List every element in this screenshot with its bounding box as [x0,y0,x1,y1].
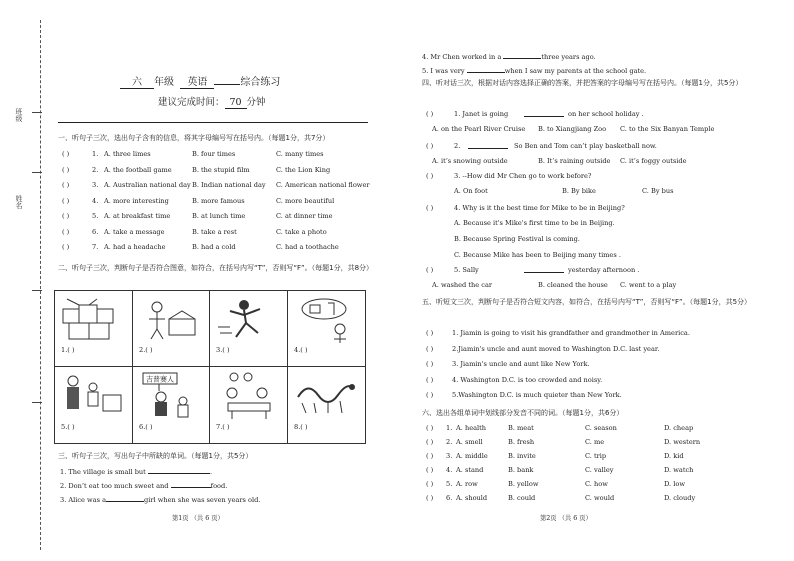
header-rule [58,122,368,123]
statement-text: 5.Washington D.C. is much quieter than New York. [452,391,622,399]
answer-bracket[interactable]: ( ) [426,375,434,384]
option-b: B. Because Spring Festival is coming. [454,235,580,243]
option-c: C. take a photo [276,227,327,236]
question-number: 4. [446,466,453,474]
s3-blank-5[interactable] [467,65,505,73]
section2-heading-line1 [58,262,374,274]
question-number: 6. [446,494,453,502]
answer-bracket[interactable]: ( ) [426,466,434,474]
picture-cell-5 [55,367,133,443]
option-c: C. to the Six Banyan Temple [620,125,715,133]
answer-bracket[interactable]: ( ) [426,329,434,337]
picture-cell-3 [210,291,288,367]
seal-dash-2 [32,402,42,403]
option-b: B. the stupid film [192,165,250,174]
section3-heading: 三、听句子三次，写出句子中所缺的单词。（每题1分，共5分） [58,452,253,460]
option-c: C. would [585,494,615,502]
answer-bracket[interactable]: ( ) [426,172,434,180]
answer-blank[interactable] [524,116,564,117]
option-a: A. On foot [454,187,488,195]
statement-text: 3. Jiamin's uncle and aunt like New York. [452,360,590,368]
option-a: A. smell [456,438,483,446]
cell-label-8: 8.( ) [294,423,308,431]
dragon-picture-icon [294,373,358,417]
option-b: B. meat [508,424,534,432]
answer-blank[interactable] [468,148,508,149]
cell-label-7: 7.( ) [216,423,230,431]
option-c: C. me [585,438,605,446]
answer-bracket[interactable]: ( ) [426,266,434,274]
subject-value: 英语 [180,73,214,89]
option-c: C. Because Mike has been to Beijing many times . [454,251,621,259]
option-b: B. yellow [508,480,539,488]
option-c: C. American national flower [276,181,370,189]
option-b: B. at lunch time [192,212,246,220]
answer-bracket[interactable]: ( ) [426,110,434,118]
s3-item-5-end: when I saw my parents at the school gate. [504,67,647,75]
s3-item-3-end: girl when she was seven years old. [144,496,261,504]
time-value: 70 [225,97,247,109]
binding-dashed-line [40,20,41,550]
option-a: A. should [456,494,488,502]
question-text-end: So Ben and Tom can’t play basketball now. [514,142,657,150]
section3-item-2 [60,480,227,490]
section6-heading: 六、选出各组单词中划线部分发音不同的词。（每题1分，共6分） [422,409,624,417]
section5-heading: 五、听短文三次，判断句子是否符合短文内容，如符合，在括号内写“T”，否则写“F”。（每题1分，共5分） [422,298,752,306]
answer-bracket[interactable]: ( ) [426,480,434,488]
option-b: B. invite [508,452,536,460]
question-number: 1. [92,150,99,158]
option-a: A. middle [456,452,488,460]
option-d: D. cheap [664,424,694,432]
section2-heading: 二、听句子三次，判断句子是否符合图意，如符合，在括号内写“T”，否则写“F”。（每题1分，共8分） [58,264,374,272]
answer-bracket[interactable]: ( ) [62,181,70,189]
page-title [120,73,280,89]
cell-label-3: 3.( ) [216,346,230,354]
s3-item-2-text: 2. Don’t eat too much sweet and [60,482,169,490]
answer-bracket[interactable]: ( ) [426,142,434,150]
question-number: 1. [446,424,453,432]
picture-cell-7 [210,367,288,443]
time-line [158,94,266,109]
option-c: C. season [585,424,617,432]
s3-blank-2[interactable] [171,480,211,488]
dinner-picture-icon [216,371,280,421]
picture-cell-2 [133,291,210,367]
cell-label-1: 1.( ) [61,346,75,354]
answer-bracket[interactable]: ( ) [62,212,70,220]
question-number: 4. [92,196,99,205]
option-a: A. more interesting [104,196,169,205]
option-a: A. on the Pearl River Cruise [432,125,526,133]
answer-bracket[interactable]: ( ) [62,196,70,205]
option-b: B. to Xiangjiang Zoo [538,125,607,133]
cell-label-2: 2.( ) [139,346,153,354]
option-c: C. how [585,480,608,488]
s3-blank-4[interactable] [503,51,541,59]
option-a: A. at breakfast time [104,212,171,220]
question-number: 2. [446,438,453,446]
picture-grid [54,290,366,444]
answer-bracket[interactable]: ( ) [426,344,434,353]
answer-blank[interactable] [524,272,564,273]
answer-bracket[interactable]: ( ) [426,391,434,399]
option-d: D. watch [664,466,694,474]
class-label: 班级 [15,108,23,122]
cell-label-6: 6.( ) [139,423,153,431]
answer-bracket[interactable]: ( ) [426,452,434,460]
option-b: B. more famous [192,196,245,205]
option-c: C. the Lion King [276,165,331,174]
question-text: 3. --How did Mr Chen go to work before? [454,172,592,180]
question-text: 4. Why is it the best time for Mike to be in Beijing? [454,204,625,212]
s3-item-1-text: 1. The village is small but [60,468,146,476]
option-a: A. three limes [104,150,151,158]
picture-cell-1 [55,291,133,367]
option-c: C. By bus [642,187,674,195]
option-b: B. four times [192,150,236,158]
s3-item-5-text: 5. I was very [422,67,465,75]
answer-bracket[interactable]: ( ) [426,204,434,212]
question-number: 5. [446,480,453,488]
option-c: C. it’s foggy outside [620,157,687,165]
s3-item-4-end: three years ago. [541,53,596,61]
option-d: D. western [664,438,701,446]
answer-bracket[interactable]: ( ) [62,227,70,236]
option-b: B. bank [508,466,534,474]
subject-blank [214,84,240,85]
picture-cell-4 [288,291,365,367]
answer-bracket[interactable]: ( ) [62,150,70,158]
s3-item-4-text: 4. Mr Chen worked in a [422,53,502,61]
statement-text: 2.Jiamin's uncle and aunt moved to Washington D.C. last year. [452,344,660,353]
question-text: 1. Janet is going [454,110,509,118]
option-a: A. take a message [104,227,165,236]
section3-item-5 [422,65,646,75]
time-label: 建议完成时间： [158,97,225,108]
section3-item-3 [60,494,260,504]
answer-bracket[interactable]: ( ) [426,424,434,432]
section3-item-1 [60,466,212,476]
option-a: A. Australian national day [104,181,191,189]
option-b: B. Indian national day [192,181,266,189]
option-b: B. had a cold [192,243,236,251]
option-a: A. it’s snowing outside [432,157,508,165]
s3-item-1-end: . [209,468,213,476]
question-number: 5. [92,212,99,220]
answer-bracket[interactable]: ( ) [62,165,70,174]
answer-bracket[interactable]: ( ) [426,360,434,368]
option-d: D. low [664,480,685,488]
seal-dash [32,290,42,291]
option-d: D. cloudy [664,494,696,502]
question-number: 6. [92,227,99,236]
option-a: A. the football game [104,165,172,174]
question-text-end: yesterday afternoon . [568,266,640,274]
section3-item-4 [422,51,596,61]
family-picture-icon [59,373,125,417]
sign-text: 吉普赛人 [146,375,174,384]
option-a: A. Because it's Mike's first time to be in Beijing. [454,219,615,227]
boxes-picture-icon [59,295,125,343]
cell-label-4: 4.( ) [294,346,308,354]
option-a: A. health [456,424,487,432]
option-c: C. at dinner time [276,212,333,220]
statement-text: 4. Washington D.C. is too crowded and noisy. [452,375,603,384]
time-unit: 分钟 [246,97,266,108]
option-d: D. kid [664,452,684,460]
option-b: B. It’s raining outside [538,157,611,165]
section4-heading: 四、听对话三次，根据对话内容选择正确的答案，并把答案的字母编号写在括号内。（每题1分，共5分） [422,79,743,87]
option-b: B. could [508,494,536,502]
option-c: C. trip [585,452,607,460]
runner-picture-icon [216,297,280,343]
option-c: C. valley [585,466,614,474]
option-a: A. had a headache [104,243,166,251]
statement-text: 1. Jiamin is going to visit his grandfather and grandmother in America. [452,329,690,337]
option-b: B. By bike [562,187,596,195]
s3-item-2-end: food. [210,482,228,490]
landmark-picture-icon [294,295,358,343]
question-text: 2. [454,142,461,150]
seller-picture-icon [139,297,201,343]
name-label: 姓名 [15,195,23,209]
option-a: A. stand [456,466,484,474]
option-a: A. washed the car [432,281,493,289]
question-number: 7. [92,243,99,251]
picture-cell-8 [288,367,365,443]
option-c: C. had a toothache [276,243,339,251]
answer-bracket[interactable]: ( ) [426,438,434,446]
question-text-end: on her school holiday . [568,110,644,118]
picture-cell-6 [133,367,210,443]
footer-right: 第2页 （共 6 页） [540,515,592,522]
class-dash [32,112,42,113]
option-c: C. many times [276,150,324,158]
answer-bracket[interactable]: ( ) [426,494,434,502]
answer-bracket[interactable]: ( ) [62,243,70,251]
sign-picture-icon [139,371,203,421]
name-dash [32,172,42,173]
option-b: B. cleaned the house [538,281,608,289]
option-c: C. more beautiful [276,196,335,205]
s3-item-3-text: 3. Alice was a [60,496,107,504]
question-text: 5. Sally [454,266,479,274]
question-number: 3. [92,181,99,189]
question-number: 2. [92,165,99,174]
option-b: B. take a rest [192,227,237,236]
option-a: A. row [456,480,478,488]
option-c: C. went to a play [620,281,677,289]
cell-label-5: 5.( ) [61,423,75,431]
question-number: 3. [446,452,453,460]
footer-left: 第1页 （共 6 页） [172,515,224,522]
s3-blank-1[interactable] [148,466,213,476]
practice-label: 综合练习 [240,77,281,88]
option-b: B. fresh [508,438,535,446]
grade-label: 年级 [154,77,174,88]
s3-blank-3[interactable] [106,494,144,502]
section1-heading: 一、听句子三次，选出句子含有的信息，将其字母编号写在括号内。（每题1分，共7分） [58,134,330,142]
grade-value: 六 [120,73,154,89]
